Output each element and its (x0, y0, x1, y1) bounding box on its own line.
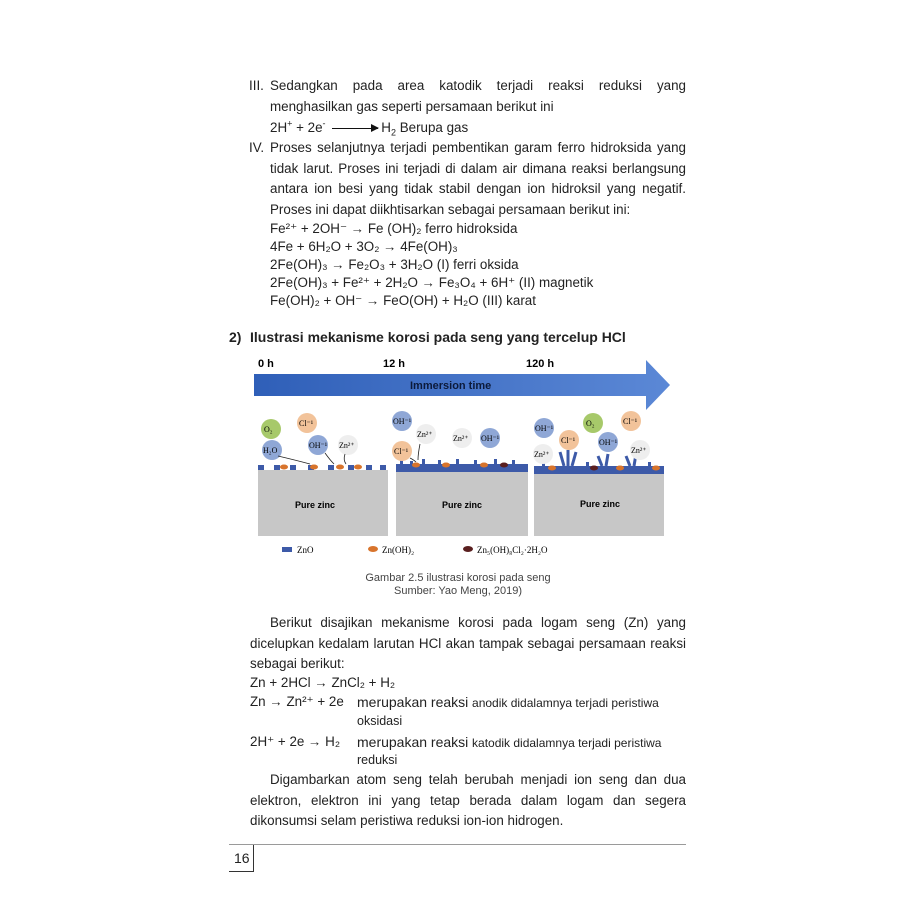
iv-equation-4: 2Fe(OH)₃ + Fe²⁺ + 2H₂O → Fe₃O₄ + 6H⁺ (II) magnetik (270, 275, 594, 290)
legend-chloride-swatch (463, 546, 473, 552)
immersion-time-label: Immersion time (410, 380, 492, 392)
svg-text:H₂O: H₂O (263, 446, 278, 455)
iv-equation-5: Fe(OH)₂ + OH⁻ → FeO(OH) + H₂O (III) karat (270, 293, 536, 308)
legend-znoh-swatch (368, 546, 378, 552)
iv-equation-2: 4Fe + 6H₂O + 3O₂ → 4Fe(OH)₃ (270, 239, 458, 254)
body-paragraph-1: Berikut disajikan mekanisme korosi pada logam seng (Zn) yang dicelupkan kedalam larutan HCl akan tampak sebagai persamaan reaksi sebagai berikut: (250, 615, 686, 671)
item-iv-number: IV. (249, 140, 265, 155)
item-iv-text: Proses selanjutnya terjadi pembentikan garam ferro hidroksida yang tidak larut. Proses ini terjadi di dalam air dimana reaksi berlangsung antara ion besi yang tidak stabil dengan ion hidroksil yang negatif. Proses ini dapat diikhtisarkan sebagai persamaan berikut ini: (270, 140, 686, 217)
equation-anodic-cont: oksidasi (357, 714, 403, 728)
section-2-title: Ilustrasi mekanisme korosi pada seng yang tercelup HCl (250, 329, 626, 345)
legend-simonkolleite: Zn₅(OH)₈Cl₂·2H₂O (477, 545, 548, 555)
iv-equation-1: Fe²⁺ + 2OH⁻ → Fe (OH)₂ ferro hidroksida (270, 221, 518, 236)
equation-cathodic: 2H⁺ + 2e → H₂ (250, 734, 341, 749)
svg-text:Zn²⁺: Zn²⁺ (534, 450, 550, 459)
equation-anodic: Zn → Zn²⁺ + 2e (250, 694, 344, 709)
svg-text:Zn²⁺: Zn²⁺ (417, 430, 433, 439)
svg-text:OH⁻¹: OH⁻¹ (599, 438, 618, 447)
pure-zinc-label: Pure zinc (295, 500, 336, 510)
item-iii-text: Sedangkan pada area katodik terjadi reaksi reduksi yang menghasilkan gas seperti persamaan berikut ini (270, 78, 686, 114)
body-paragraph-2: Digambarkan atom seng telah berubah menjadi ion seng dan dua elektron, elektron ini yang tetap berada dalam logam dan segera dikonsumsi selam peristiwa reduksi ion-ion hidrogen. (250, 772, 686, 828)
svg-text:OH⁻¹: OH⁻¹ (481, 434, 500, 443)
equation-cathodic-desc: merupakan reaksi katodik didalamnya terjadi peristiwa (357, 734, 662, 750)
svg-text:Cl⁻¹: Cl⁻¹ (299, 419, 314, 428)
page-number: 16 (234, 850, 250, 866)
svg-text:OH⁻¹: OH⁻¹ (535, 424, 554, 433)
corrosion-figure (250, 352, 680, 572)
svg-text:O₂: O₂ (586, 419, 595, 428)
svg-text:Pure zinc: Pure zinc (580, 499, 621, 509)
footer-rule (229, 844, 686, 845)
svg-text:OH⁻¹: OH⁻¹ (393, 417, 412, 426)
time-label-120h: 120 h (526, 358, 555, 370)
figure-legend (282, 545, 548, 555)
panel-0h (258, 413, 388, 536)
equation-cathodic-cont: reduksi (357, 753, 398, 767)
legend-znoh2: Zn(OH)₂ (382, 545, 415, 555)
time-label-12h: 12 h (383, 358, 406, 370)
item-iii-number: III. (249, 78, 264, 93)
caption-source: Sumber: Yao Meng, 2019) (393, 585, 522, 597)
time-label-0h: 0 h (258, 358, 274, 370)
panel-12h (392, 411, 528, 536)
iv-equation-3: 2Fe(OH)₃ → Fe₂O₃ + 3H₂O (I) ferri oksida (270, 257, 519, 272)
figure-caption (250, 572, 666, 598)
equation-anodic-desc: merupakan reaksi anodik didalamnya terjadi peristiwa (357, 694, 659, 710)
legend-zno: ZnO (297, 545, 314, 555)
svg-text:Pure zinc: Pure zinc (442, 500, 483, 510)
legend-zno-swatch (282, 547, 292, 552)
equation-zn-hcl: Zn + 2HCl → ZnCl₂ + H₂ (250, 675, 396, 690)
svg-text:Cl⁻¹: Cl⁻¹ (561, 436, 576, 445)
svg-text:Zn²⁺: Zn²⁺ (453, 434, 469, 443)
panel-120h (533, 411, 664, 536)
svg-text:Zn²⁺: Zn²⁺ (339, 441, 355, 450)
svg-text:Zn²⁺: Zn²⁺ (631, 446, 647, 455)
svg-text:OH⁻¹: OH⁻¹ (309, 441, 328, 450)
svg-text:O₂: O₂ (264, 425, 273, 434)
svg-text:Cl⁻¹: Cl⁻¹ (623, 417, 638, 426)
svg-text:Cl⁻¹: Cl⁻¹ (394, 447, 409, 456)
caption-title: Gambar 2.5 ilustrasi korosi pada seng (365, 572, 551, 584)
corrosion-illustration (250, 352, 680, 572)
reaction-arrow (332, 128, 378, 129)
section-2-number: 2) (229, 329, 242, 345)
item-iii-equation: 2H+ + 2e- $H_2$ Berupa gas (270, 118, 469, 138)
